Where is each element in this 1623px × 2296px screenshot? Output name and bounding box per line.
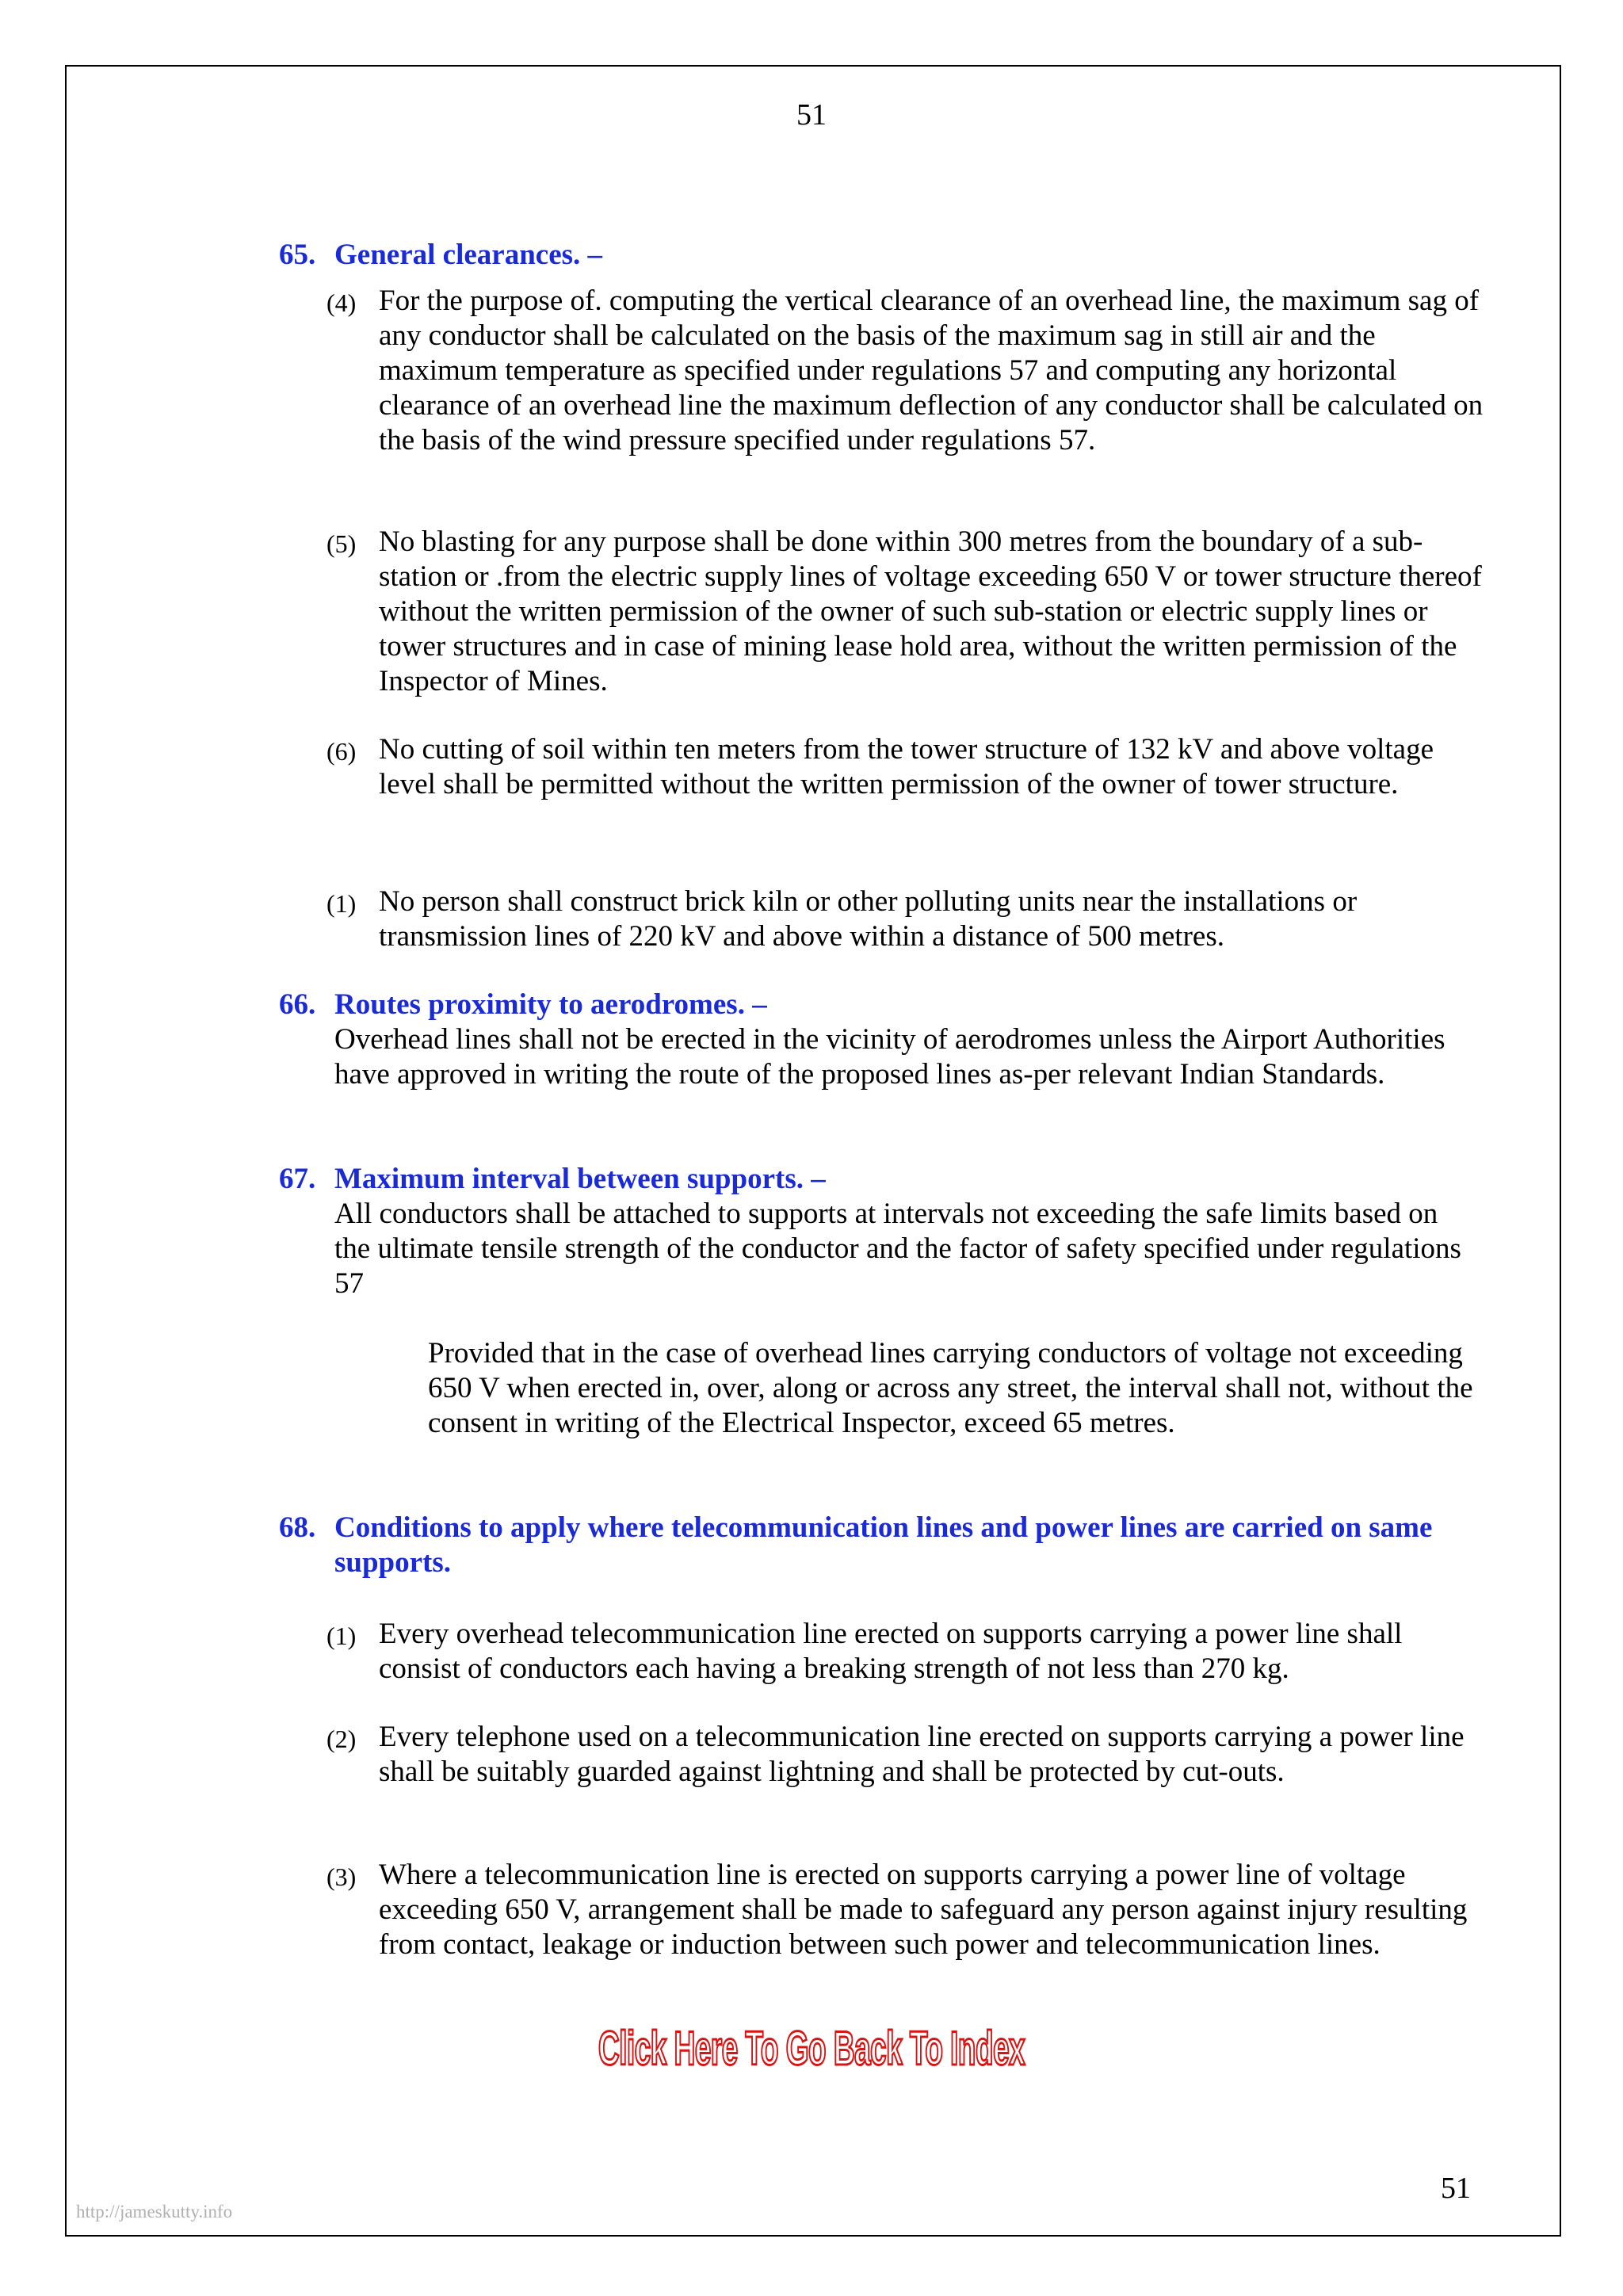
clause-text: Where a telecommunication line is erected on supports carrying a power line of voltage exceeding 650 V, arrangement shall be made to safeguard any person against injury resulting from contact, leakage or induction between such power and telecommunication lines. <box>379 1859 1468 1961</box>
clause-text: Every overhead telecommunication line erected on supports carrying a power line shall consist of conductors each having a breaking strength of not less than 270 kg. <box>379 1618 1403 1685</box>
clause-65-6 <box>327 732 1484 802</box>
section-title: Routes proximity to aerodromes. – <box>334 988 767 1021</box>
section-title: Maximum interval between supports. – <box>334 1163 826 1195</box>
clause-marker: (3) <box>327 1862 357 1891</box>
section-67-proviso: Provided that in the case of overhead lines carrying conductors of voltage not exceeding 650 V when erected in, over, along or across any street, the interval shall not, without the consent in writing of the Electrical Inspector, exceed 65 metres. <box>428 1337 1473 1439</box>
back-to-index-label: Click Here To Go Back To Index <box>598 2022 1025 2075</box>
section-title: Conditions to apply where telecommunication lines and power lines are carried on same supports. <box>334 1511 1433 1579</box>
clause-text: No blasting for any purpose shall be done within 300 metres from the boundary of a sub-station or .from the electric supply lines of voltage exceeding 650 V or tower structure thereof without the written permission of the owner of such sub-station or electric supply lines or tower structures and in case of mining lease hold area, without the written permission of the Inspector of Mines. <box>379 525 1482 697</box>
section-number: 65. <box>279 239 316 271</box>
back-to-index-link[interactable] <box>0 2019 1623 2078</box>
clause-68-2 <box>327 1720 1484 1790</box>
section-65-heading <box>279 238 1484 273</box>
section-66-heading <box>279 988 1484 1022</box>
footer-url: http://jameskutty.info <box>76 2202 233 2222</box>
section-number: 66. <box>279 988 316 1021</box>
clause-text: No person shall construct brick kiln or other polluting units near the installations or transmission lines of 220 kV and above within a distance of 500 metres. <box>379 885 1358 953</box>
section-67-body: All conductors shall be attached to supports at intervals not exceeding the safe limits based on the ultimate tensile strength of the conductor and the factor of safety specified under regulations 57 <box>334 1198 1461 1300</box>
clause-65-1 <box>327 884 1484 954</box>
section-title: General clearances. – <box>334 239 603 271</box>
clause-marker: (2) <box>327 1725 357 1753</box>
clause-68-1 <box>327 1617 1484 1687</box>
section-66-body: Overhead lines shall not be erected in the vicinity of aerodromes unless the Airport Authorities have approved in writing the route of the proposed lines as-per relevant Indian Standards. <box>334 1023 1445 1091</box>
clause-marker: (1) <box>327 1622 357 1650</box>
clause-marker: (5) <box>327 529 357 558</box>
page-number-bottom: 51 <box>1441 2172 1471 2205</box>
clause-68-3 <box>327 1858 1484 1962</box>
clause-text: Every telephone used on a telecommunication line erected on supports carrying a power line shall be suitably guarded against lightning and shall be protected by cut-outs. <box>379 1721 1465 1788</box>
clause-marker: (4) <box>327 288 357 317</box>
page-number-top: 51 <box>796 98 827 132</box>
clause-marker: (6) <box>327 737 357 766</box>
clause-text: No cutting of soil within ten meters from the tower structure of 132 kV and above voltage level shall be permitted without the written permission of the owner of tower structure. <box>379 733 1434 800</box>
section-67-heading <box>279 1162 1484 1197</box>
clause-65-5 <box>327 525 1484 699</box>
section-number: 67. <box>279 1163 316 1195</box>
clause-marker: (1) <box>327 889 357 918</box>
section-68-heading <box>279 1511 1484 1580</box>
clause-text: For the purpose of. computing the vertical clearance of an overhead line, the maximum sag of any conductor shall be calculated on the basis of the maximum sag in still air and the maximum temperature as specified under regulations 57 and computing any horizontal clearance of an overhead line the maximum deflection of any conductor shall be calculated on the basis of the wind pressure specified under regulations 57. <box>379 285 1484 457</box>
section-number: 68. <box>279 1511 316 1544</box>
clause-65-4 <box>327 284 1484 458</box>
